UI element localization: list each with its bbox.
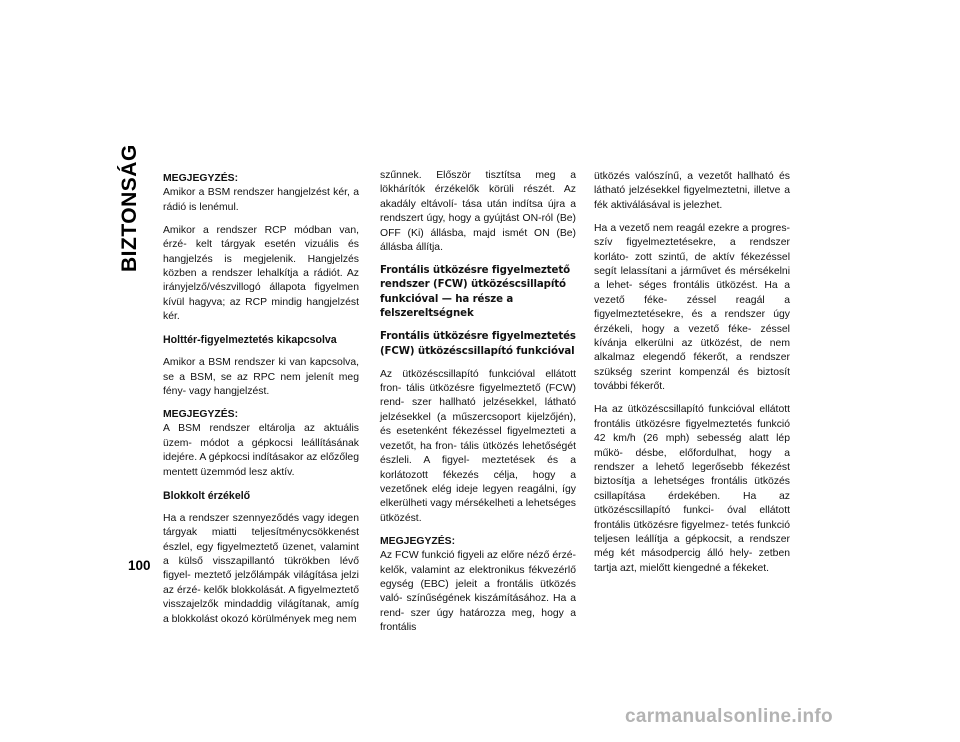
note-title: MEGJEGYZÉS: — [380, 535, 456, 547]
note-block — [163, 172, 359, 215]
paragraph: Ha a rendszer szennyeződés vagy idegen tárgyak miatti teljesítménycsökkenést észlel, egy figyelmeztető üzenet, valamint a külső visszapillantó tükrökben lévő figyel- meztető jelzőlámpák világítása jelzi az érzé- kelők blokkolását. A figyelmeztető visszajelzők mindaddig világítanak, amíg a blokkolást okozó körülmények meg nem — [163, 512, 359, 625]
note-text: A BSM rendszer eltárolja az aktuális üzem- módot a gépkocsi leállításának idejére. A gépkocsi indításakor az előzőleg mentett üzemmód lesz aktív. — [163, 423, 359, 478]
section-heading: Blokkolt érzékelő — [163, 489, 251, 502]
note-block — [163, 408, 359, 480]
note-text: Az FCW funkció figyeli az előre néző érzé- kelők, valamint az elektronikus fékvezérlő egység (EBC) jeleit a frontális ütközés való- színűségének kiszámításához. Ha a rend- szer úgy határozza meg, hogy a frontális — [380, 550, 576, 634]
paragraph: Amikor a BSM rendszer ki van kapcsolva, se a BSM, se az RPC nem jelenít meg fény- vagy hangjelzést. — [163, 357, 359, 398]
paragraph: ütközés valószínű, a vezetőt hallható és látható jelzésekkel figyelmeztetni, illetve a fék aktiválásával is jelezhet. — [594, 171, 790, 211]
paragraph: Ha a vezető nem reagál ezekre a progres- szív figyelmeztetésekre, a rendszer korláto- zott szintű, de aktív fékezéssel segít lelassítani a járművet és mérsékelni a lehet- séges frontális ütközést. Ha a vezető féke- zéssel reagál a figyelmeztetésekre, és a rendszer úgy érzékeli, hogy a vezető féke- zéssel kívánja elkerülni az ütközést, de nem alkalmaz elegendő fékerőt, a rendszer szükség szerint kompenzál és biztosít további fékerőt. — [594, 222, 790, 393]
text-column-1 — [163, 172, 359, 636]
paragraph: Ha az ütközéscsillapító funkcióval ellátott frontális ütközésre figyelmeztetés funkció 42 km/h (26 mph) sebesség alatt lép műkö- désbe, előfordulhat, hogy a rendszer a lehető legerősebb fékezést biztosítja a lehetséges frontális ütközés csillapítása érdekében. Ha az ütközéscsillapító funkci- óval ellátott frontális ütközésre figyelmez- tetés funkció teljesen leállítja a gépkocsit, a rendszer még két másodpercig álló hely- zetben tartja azt, mielőtt kiengedné a fékeket. — [594, 404, 790, 574]
note-title: MEGJEGYZÉS: — [163, 409, 239, 421]
paragraph: Amikor a rendszer RCP módban van, érzé- kelt tárgyak esetén vizuális és hangjelzés is megjelenik. Hangjelzés közben a rendszer lehalkítja a rádiót. Az irányjelző/vészvillogó állapota figyelmen kívül hagyva; az RCP mindig hangjelzést kér. — [163, 224, 359, 323]
site-watermark: carmanualsonline.info — [625, 706, 833, 727]
section-heading: Holttér-figyelmeztetés kikapcsolva — [163, 334, 337, 347]
note-text: Amikor a BSM rendszer hangjelzést kér, a rádió is lenémul. — [163, 187, 359, 213]
subsection-heading: Frontális ütközésre figyelmeztetés (FCW) ütközéscsillapító funkcióval — [380, 331, 576, 357]
paragraph: szűnnek. Először tisztítsa meg a lökhárítók érzékelők körüli részét. Az akadály eltávolí- tása után indítsa újra a rendszert úgy, hogy a gyújtást ON-ról (Be) OFF (Ki) állásba, majd ismét ON (Be) állásba állítja. — [380, 170, 576, 254]
text-column-2 — [380, 169, 576, 644]
note-block — [380, 535, 576, 636]
text-column-3 — [594, 170, 790, 585]
paragraph: Az ütközéscsillapító funkcióval ellátott fron- tális ütközésre figyelmeztető (FCW) rend- szer hallható jelzésekkel, látható jelzésekkel (a műszercsoport kijelzőjén), és esetenként fékezéssel figyelmezteti a vezetőt, ha fron- tális ütközés lehetőségét észleli. A figyel- meztetések és a korlátozott fékezés célja, hogy a vezetőnek elég ideje legyen reagálni, így elkerülheti vagy mérsékelheti a lehetséges ütközést. — [380, 368, 576, 524]
note-title: MEGJEGYZÉS: — [163, 173, 239, 184]
page-number: 100 — [128, 558, 151, 573]
section-side-label: BIZTONSÁG — [118, 144, 141, 272]
section-heading: Frontális ütközésre figyelmeztető rendszer (FCW) ütközéscsillapító funkcióval — ha része a felszereltségnek — [380, 265, 570, 320]
